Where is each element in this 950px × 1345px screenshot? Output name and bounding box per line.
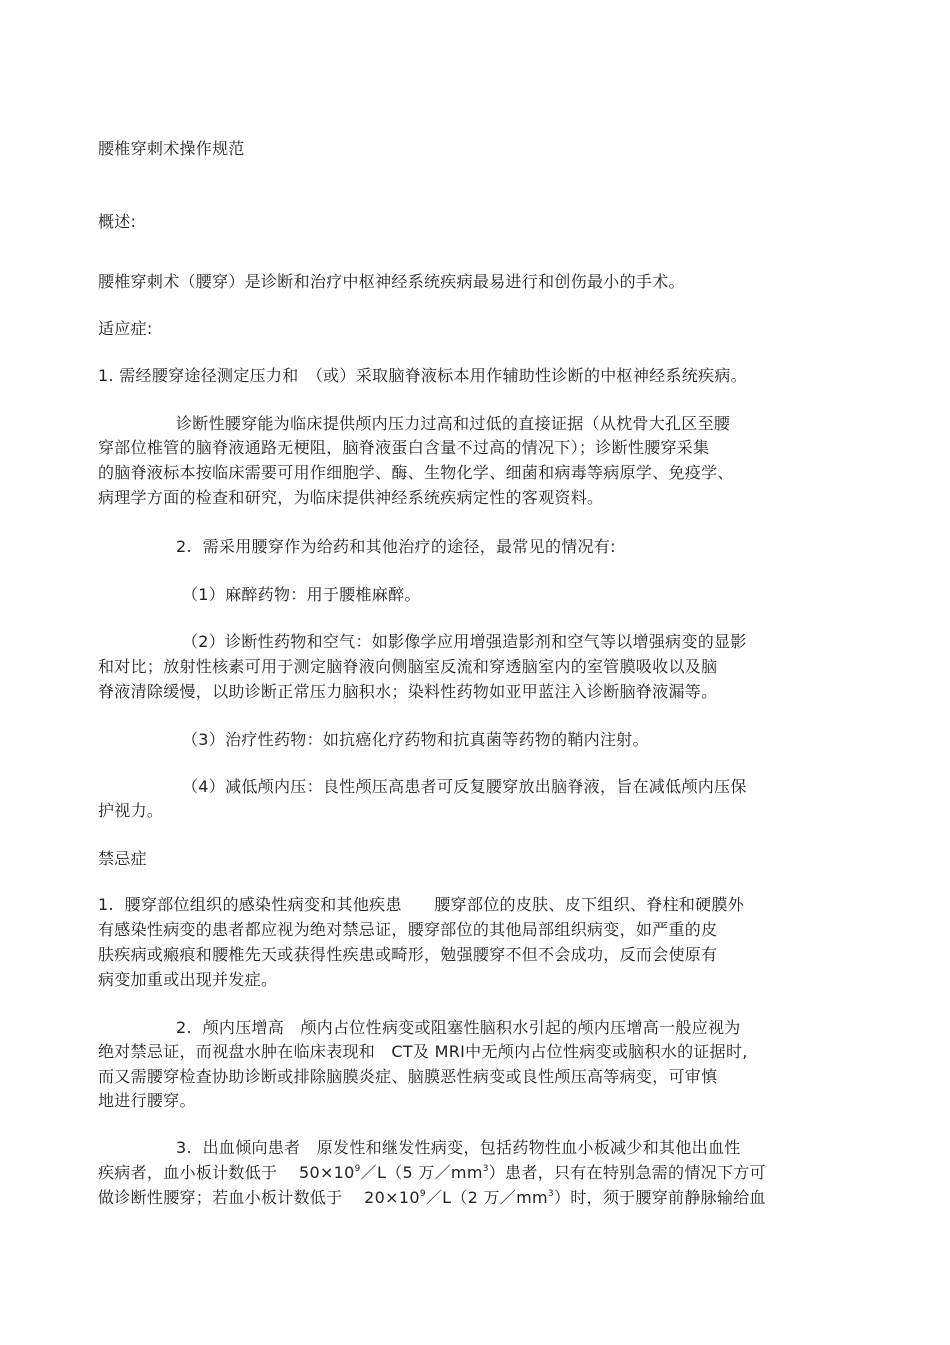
contraindication-1-line: 有感染性病变的患者都应视为绝对禁忌证，腰穿部位的其他局部组织病变，如严重的皮 [98,920,718,939]
contraindication-2-line: 绝对禁忌证，而视盘水肿在临床表现和 CT及 MRI中无颅内占位性病变或脑积水的证据时, [98,1042,748,1061]
indication-2-item-1: （1）麻醉药物：用于腰椎麻醉。 [182,585,421,604]
indication-2-item-2-line: （2）诊断性药物和空气：如影像学应用增强造影剂和空气等以增强病变的显影 [182,632,747,651]
contraindication-2-line: 2. 颅内压增高 颅内占位性病变或阻塞性脑积水引起的颅内压增高一般应视为 [176,1018,741,1037]
contraindication-1-line: 病变加重或出现并发症。 [98,970,278,989]
indication-1-title: 1. 需经腰穿途径测定压力和 （或）采取脑脊液标本用作辅助性诊断的中枢神经系统疾病。 [98,366,747,385]
indication-1-para-line: 诊断性腰穿能为临床提供颅内压力过高和过低的直接证据（从枕骨大孔区至腰 [176,414,731,433]
contraindication-2-line: 地进行腰穿。 [98,1091,196,1110]
text-segment: ／L（5 万／mm [360,1163,483,1182]
text-segment: ／L（2 万／mm [425,1188,548,1207]
overview-heading: 概述: [98,212,137,231]
indication-1-para-line: 穿部位椎管的脑脊液通路无梗阻，脑脊液蛋白含量不过高的情况下）；诊断性腰穿采集 [98,438,710,457]
contraindication-2-line: 而又需腰穿检查协助诊断或排除脑膜炎症、脑膜恶性病变或良性颅压高等病变，可审慎 [98,1067,718,1086]
contraindication-1-line: 肤疾病或瘢痕和腰椎先天或获得性疾患或畸形，勉强腰穿不但不会成功，反而会使原有 [98,945,718,964]
contraindication-1-line: 1. 腰穿部位组织的感染性病变和其他疾患 腰穿部位的皮肤、皮下组织、脊柱和硬膜外 [98,895,745,914]
indications-heading: 适应症: [98,319,153,338]
indication-2-title: 2. 需采用腰穿作为给药和其他治疗的途径，最常见的情况有: [176,537,616,556]
contraindication-3-line [98,1188,766,1208]
document-title: 腰椎穿刺术操作规范 [98,139,245,158]
text-segment: 做诊断性腰穿；若血小板计数低于 20×10 [98,1188,420,1207]
indication-1-para-line: 的脑脊液标本按临床需要可用作细胞学、酶、生物化学、细菌和病毒等病原学、免疫学、 [98,463,734,482]
contraindication-3-line [98,1163,766,1183]
superscript: 3 [482,1164,489,1174]
overview-text: 腰椎穿刺术（腰穿）是诊断和治疗中枢神经系统疾病最易进行和创伤最小的手术。 [98,272,685,291]
text-segment: 疾病者，血小板计数低于 50×10 [98,1163,355,1182]
contraindication-3-line: 3. 出血倾向患者 原发性和继发性病变，包括药物性血小板减少和其他出血性 [176,1138,741,1157]
indication-2-item-4-line: 护视力。 [98,801,164,820]
indication-2-item-2-line: 和对比；放射性核素可用于测定脑脊液向侧脑室反流和穿透脑室内的室管膜吸收以及脑 [98,657,718,676]
indication-2-item-3: （3）治疗性药物：如抗癌化疗药物和抗真菌等药物的鞘内注射。 [182,730,649,749]
superscript: 3 [547,1189,554,1199]
indication-2-item-2-line: 脊液清除缓慢，以助诊断正常压力脑积水；染料性药物如亚甲蓝注入诊断脑脊液漏等。 [98,682,718,701]
text-segment: ）时，须于腰穿前静脉输给血 [553,1188,766,1207]
superscript: 9 [419,1189,426,1199]
indication-2-item-4-line: （4）减低颅内压：良性颅压高患者可反复腰穿放出脑脊液，旨在减低颅内压保 [182,777,747,796]
superscript: 9 [354,1164,361,1174]
text-segment: ）患者，只有在特别急需的情况下方可 [488,1163,766,1182]
contraindications-heading: 禁忌症 [98,849,147,868]
indication-1-para-line: 病理学方面的检查和研究，为临床提供神经系统疾病定性的客观资料。 [98,488,604,507]
